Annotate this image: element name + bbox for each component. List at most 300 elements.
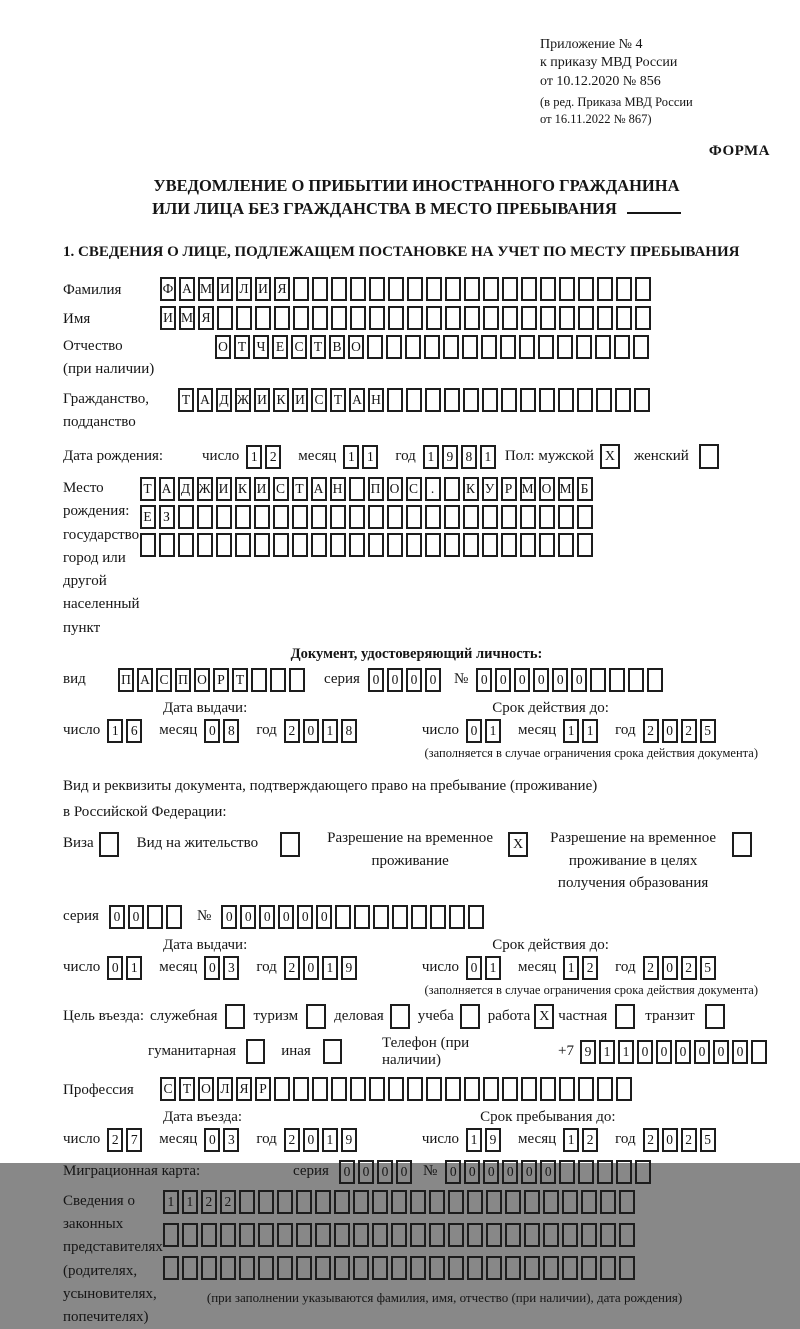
char-cell[interactable] [386, 335, 402, 359]
char-cell[interactable] [500, 335, 516, 359]
char-cell[interactable] [647, 668, 663, 692]
char-cell[interactable] [505, 1256, 521, 1280]
char-cell[interactable] [505, 1223, 521, 1247]
char-cell[interactable] [486, 1223, 502, 1247]
char-cell[interactable] [369, 306, 385, 330]
char-cell[interactable] [429, 1223, 445, 1247]
char-cell[interactable] [311, 505, 327, 529]
char-cell[interactable] [367, 335, 383, 359]
char-cell[interactable]: 0 [221, 905, 237, 929]
char-cell[interactable]: 1 [107, 719, 123, 743]
char-cell[interactable] [388, 1077, 404, 1101]
char-cell[interactable] [292, 505, 308, 529]
char-cell[interactable]: 0 [303, 956, 319, 980]
char-cell[interactable] [353, 1223, 369, 1247]
char-cell[interactable]: Я [198, 306, 214, 330]
purpose-tourism-checkbox[interactable] [306, 1004, 326, 1029]
char-cell[interactable]: С [311, 388, 327, 412]
char-cell[interactable] [581, 1223, 597, 1247]
char-cell[interactable] [315, 1223, 331, 1247]
char-cell[interactable] [482, 533, 498, 557]
char-cell[interactable]: 0 [339, 1160, 355, 1184]
char-cell[interactable] [372, 1256, 388, 1280]
char-cell[interactable] [350, 1077, 366, 1101]
char-cell[interactable] [481, 335, 497, 359]
char-cell[interactable] [147, 905, 163, 929]
char-cell[interactable]: 0 [377, 1160, 393, 1184]
char-cell[interactable]: Т [179, 1077, 195, 1101]
char-cell[interactable] [293, 1077, 309, 1101]
char-cell[interactable]: 1 [563, 1128, 579, 1152]
char-cell[interactable]: К [463, 477, 479, 501]
char-cell[interactable]: 0 [656, 1040, 672, 1064]
char-cell[interactable] [578, 1160, 594, 1184]
char-cell[interactable] [443, 335, 459, 359]
char-cell[interactable] [270, 668, 286, 692]
sex-male-checkbox[interactable]: X [600, 444, 620, 469]
char-cell[interactable] [520, 533, 536, 557]
char-cell[interactable]: 0 [495, 668, 511, 692]
char-cell[interactable] [463, 533, 479, 557]
char-cell[interactable]: З [159, 505, 175, 529]
char-cell[interactable] [524, 1256, 540, 1280]
char-cell[interactable] [312, 1077, 328, 1101]
char-cell[interactable]: 0 [406, 668, 422, 692]
char-cell[interactable] [410, 1190, 426, 1214]
char-cell[interactable]: 2 [681, 956, 697, 980]
char-cell[interactable]: Л [236, 277, 252, 301]
char-cell[interactable] [635, 1160, 651, 1184]
char-cell[interactable]: О [194, 668, 210, 692]
char-cell[interactable] [628, 668, 644, 692]
char-cell[interactable]: В [329, 335, 345, 359]
char-cell[interactable]: 2 [284, 1128, 300, 1152]
char-cell[interactable] [163, 1256, 179, 1280]
char-cell[interactable]: 0 [483, 1160, 499, 1184]
char-cell[interactable] [578, 1077, 594, 1101]
char-cell[interactable] [595, 335, 611, 359]
char-cell[interactable] [406, 505, 422, 529]
char-cell[interactable]: С [156, 668, 172, 692]
char-cell[interactable] [540, 306, 556, 330]
char-cell[interactable]: А [179, 277, 195, 301]
char-cell[interactable]: О [348, 335, 364, 359]
char-cell[interactable] [483, 306, 499, 330]
char-cell[interactable] [407, 1077, 423, 1101]
char-cell[interactable] [448, 1190, 464, 1214]
char-cell[interactable]: 0 [278, 905, 294, 929]
char-cell[interactable]: 0 [502, 1160, 518, 1184]
char-cell[interactable] [502, 277, 518, 301]
char-cell[interactable]: И [254, 388, 270, 412]
char-cell[interactable] [559, 306, 575, 330]
char-cell[interactable] [220, 1256, 236, 1280]
char-cell[interactable] [539, 505, 555, 529]
char-cell[interactable]: 1 [480, 445, 496, 469]
char-cell[interactable] [258, 1190, 274, 1214]
char-cell[interactable]: С [291, 335, 307, 359]
purpose-transit-checkbox[interactable] [705, 1004, 725, 1029]
char-cell[interactable]: 0 [662, 956, 678, 980]
char-cell[interactable]: Р [213, 668, 229, 692]
char-cell[interactable]: О [539, 477, 555, 501]
char-cell[interactable]: 2 [643, 1128, 659, 1152]
char-cell[interactable]: 2 [643, 956, 659, 980]
char-cell[interactable]: 0 [425, 668, 441, 692]
char-cell[interactable] [562, 1256, 578, 1280]
char-cell[interactable] [576, 335, 592, 359]
char-cell[interactable] [600, 1223, 616, 1247]
char-cell[interactable]: 9 [442, 445, 458, 469]
char-cell[interactable] [182, 1256, 198, 1280]
char-cell[interactable]: 0 [204, 719, 220, 743]
char-cell[interactable] [197, 533, 213, 557]
char-cell[interactable]: 0 [637, 1040, 653, 1064]
char-cell[interactable]: 9 [341, 956, 357, 980]
char-cell[interactable] [590, 668, 606, 692]
char-cell[interactable] [312, 277, 328, 301]
char-cell[interactable] [502, 306, 518, 330]
char-cell[interactable]: П [175, 668, 191, 692]
char-cell[interactable] [353, 1256, 369, 1280]
char-cell[interactable]: Е [140, 505, 156, 529]
char-cell[interactable]: 1 [322, 956, 338, 980]
char-cell[interactable] [178, 533, 194, 557]
char-cell[interactable] [558, 505, 574, 529]
char-cell[interactable]: Д [216, 388, 232, 412]
char-cell[interactable] [407, 277, 423, 301]
char-cell[interactable]: 0 [316, 905, 332, 929]
purpose-business-checkbox[interactable] [390, 1004, 410, 1029]
char-cell[interactable]: А [137, 668, 153, 692]
char-cell[interactable]: 5 [700, 1128, 716, 1152]
char-cell[interactable] [411, 905, 427, 929]
purpose-other-checkbox[interactable] [323, 1039, 342, 1064]
char-cell[interactable]: 7 [126, 1128, 142, 1152]
char-cell[interactable] [254, 533, 270, 557]
visa-checkbox[interactable] [99, 832, 119, 857]
char-cell[interactable]: 0 [466, 719, 482, 743]
char-cell[interactable]: Т [310, 335, 326, 359]
char-cell[interactable] [274, 306, 290, 330]
char-cell[interactable]: И [255, 277, 271, 301]
char-cell[interactable] [559, 277, 575, 301]
char-cell[interactable]: 8 [461, 445, 477, 469]
char-cell[interactable]: А [311, 477, 327, 501]
char-cell[interactable] [543, 1223, 559, 1247]
char-cell[interactable]: 5 [700, 956, 716, 980]
char-cell[interactable] [615, 388, 631, 412]
char-cell[interactable]: 8 [223, 719, 239, 743]
char-cell[interactable] [350, 277, 366, 301]
char-cell[interactable] [388, 306, 404, 330]
char-cell[interactable]: 0 [297, 905, 313, 929]
char-cell[interactable] [410, 1223, 426, 1247]
char-cell[interactable] [482, 505, 498, 529]
char-cell[interactable] [350, 306, 366, 330]
char-cell[interactable] [444, 533, 460, 557]
char-cell[interactable]: М [179, 306, 195, 330]
char-cell[interactable]: 0 [552, 668, 568, 692]
char-cell[interactable] [178, 505, 194, 529]
char-cell[interactable]: 0 [396, 1160, 412, 1184]
char-cell[interactable] [467, 1256, 483, 1280]
char-cell[interactable]: 8 [341, 719, 357, 743]
char-cell[interactable]: М [198, 277, 214, 301]
char-cell[interactable] [505, 1190, 521, 1214]
char-cell[interactable] [463, 505, 479, 529]
char-cell[interactable] [486, 1256, 502, 1280]
char-cell[interactable] [369, 277, 385, 301]
char-cell[interactable] [448, 1256, 464, 1280]
char-cell[interactable] [596, 388, 612, 412]
char-cell[interactable]: 1 [246, 445, 262, 469]
char-cell[interactable]: Т [140, 477, 156, 501]
char-cell[interactable] [354, 905, 370, 929]
char-cell[interactable]: И [292, 388, 308, 412]
char-cell[interactable]: 1 [563, 956, 579, 980]
char-cell[interactable]: 2 [582, 956, 598, 980]
char-cell[interactable]: Ч [253, 335, 269, 359]
char-cell[interactable]: 0 [476, 668, 492, 692]
char-cell[interactable]: 1 [466, 1128, 482, 1152]
char-cell[interactable]: Т [178, 388, 194, 412]
char-cell[interactable] [559, 1160, 575, 1184]
char-cell[interactable]: 0 [259, 905, 275, 929]
char-cell[interactable] [540, 277, 556, 301]
char-cell[interactable]: 1 [126, 956, 142, 980]
purpose-humanitarian-checkbox[interactable] [246, 1039, 265, 1064]
char-cell[interactable]: 2 [681, 719, 697, 743]
char-cell[interactable] [349, 505, 365, 529]
char-cell[interactable] [468, 905, 484, 929]
char-cell[interactable]: 0 [675, 1040, 691, 1064]
char-cell[interactable]: И [216, 477, 232, 501]
char-cell[interactable] [166, 905, 182, 929]
char-cell[interactable] [538, 335, 554, 359]
char-cell[interactable] [236, 306, 252, 330]
char-cell[interactable] [391, 1256, 407, 1280]
char-cell[interactable]: 1 [322, 719, 338, 743]
char-cell[interactable] [239, 1190, 255, 1214]
char-cell[interactable]: 0 [694, 1040, 710, 1064]
char-cell[interactable] [557, 335, 573, 359]
char-cell[interactable] [578, 277, 594, 301]
char-cell[interactable]: Т [292, 477, 308, 501]
char-cell[interactable] [315, 1256, 331, 1280]
purpose-official-checkbox[interactable] [225, 1004, 245, 1029]
char-cell[interactable] [372, 1223, 388, 1247]
char-cell[interactable] [444, 388, 460, 412]
char-cell[interactable] [483, 1077, 499, 1101]
char-cell[interactable] [425, 505, 441, 529]
char-cell[interactable] [482, 388, 498, 412]
char-cell[interactable] [312, 306, 328, 330]
char-cell[interactable]: 1 [618, 1040, 634, 1064]
char-cell[interactable] [387, 505, 403, 529]
char-cell[interactable] [334, 1190, 350, 1214]
char-cell[interactable] [391, 1223, 407, 1247]
char-cell[interactable] [597, 1077, 613, 1101]
char-cell[interactable]: 0 [662, 1128, 678, 1152]
char-cell[interactable] [315, 1190, 331, 1214]
char-cell[interactable] [429, 1190, 445, 1214]
char-cell[interactable] [387, 388, 403, 412]
char-cell[interactable]: 1 [343, 445, 359, 469]
char-cell[interactable] [543, 1256, 559, 1280]
char-cell[interactable] [577, 388, 593, 412]
char-cell[interactable] [405, 335, 421, 359]
char-cell[interactable]: 2 [284, 719, 300, 743]
char-cell[interactable]: Т [232, 668, 248, 692]
char-cell[interactable] [543, 1190, 559, 1214]
char-cell[interactable] [467, 1223, 483, 1247]
char-cell[interactable] [296, 1256, 312, 1280]
char-cell[interactable]: Я [274, 277, 290, 301]
char-cell[interactable]: Ж [235, 388, 251, 412]
char-cell[interactable] [424, 335, 440, 359]
char-cell[interactable] [331, 306, 347, 330]
char-cell[interactable]: 0 [732, 1040, 748, 1064]
char-cell[interactable] [372, 1190, 388, 1214]
char-cell[interactable] [524, 1190, 540, 1214]
char-cell[interactable] [293, 306, 309, 330]
char-cell[interactable]: К [273, 388, 289, 412]
char-cell[interactable]: 9 [580, 1040, 596, 1064]
char-cell[interactable]: Р [501, 477, 517, 501]
char-cell[interactable] [426, 306, 442, 330]
char-cell[interactable] [277, 1190, 293, 1214]
char-cell[interactable] [368, 533, 384, 557]
char-cell[interactable] [449, 905, 465, 929]
char-cell[interactable] [182, 1223, 198, 1247]
char-cell[interactable] [335, 905, 351, 929]
char-cell[interactable] [600, 1256, 616, 1280]
char-cell[interactable]: Ж [197, 477, 213, 501]
char-cell[interactable] [293, 277, 309, 301]
char-cell[interactable]: 2 [201, 1190, 217, 1214]
char-cell[interactable]: 2 [107, 1128, 123, 1152]
char-cell[interactable] [426, 277, 442, 301]
char-cell[interactable] [463, 388, 479, 412]
char-cell[interactable] [635, 277, 651, 301]
char-cell[interactable]: 0 [387, 668, 403, 692]
char-cell[interactable]: У [482, 477, 498, 501]
char-cell[interactable]: 0 [303, 1128, 319, 1152]
char-cell[interactable]: 1 [322, 1128, 338, 1152]
char-cell[interactable]: 2 [582, 1128, 598, 1152]
char-cell[interactable]: 1 [599, 1040, 615, 1064]
char-cell[interactable] [430, 905, 446, 929]
char-cell[interactable]: 0 [445, 1160, 461, 1184]
char-cell[interactable]: 1 [182, 1190, 198, 1214]
char-cell[interactable]: А [349, 388, 365, 412]
char-cell[interactable] [373, 905, 389, 929]
char-cell[interactable] [255, 306, 271, 330]
char-cell[interactable]: П [368, 477, 384, 501]
char-cell[interactable] [616, 277, 632, 301]
char-cell[interactable]: Н [330, 477, 346, 501]
char-cell[interactable] [331, 277, 347, 301]
char-cell[interactable]: 2 [220, 1190, 236, 1214]
char-cell[interactable] [464, 1077, 480, 1101]
char-cell[interactable] [406, 388, 422, 412]
char-cell[interactable] [445, 1077, 461, 1101]
char-cell[interactable] [273, 533, 289, 557]
char-cell[interactable] [197, 505, 213, 529]
char-cell[interactable] [331, 1077, 347, 1101]
char-cell[interactable]: 1 [563, 719, 579, 743]
char-cell[interactable]: К [235, 477, 251, 501]
char-cell[interactable]: М [520, 477, 536, 501]
char-cell[interactable]: 3 [223, 956, 239, 980]
char-cell[interactable] [581, 1190, 597, 1214]
char-cell[interactable] [520, 505, 536, 529]
char-cell[interactable] [292, 533, 308, 557]
char-cell[interactable] [330, 505, 346, 529]
char-cell[interactable]: 9 [341, 1128, 357, 1152]
char-cell[interactable] [349, 533, 365, 557]
char-cell[interactable] [616, 1160, 632, 1184]
char-cell[interactable]: 0 [713, 1040, 729, 1064]
char-cell[interactable] [524, 1223, 540, 1247]
char-cell[interactable] [445, 277, 461, 301]
char-cell[interactable]: 0 [571, 668, 587, 692]
char-cell[interactable] [619, 1223, 635, 1247]
char-cell[interactable]: 0 [464, 1160, 480, 1184]
char-cell[interactable] [619, 1256, 635, 1280]
char-cell[interactable] [577, 533, 593, 557]
char-cell[interactable] [369, 1077, 385, 1101]
char-cell[interactable] [445, 306, 461, 330]
char-cell[interactable] [201, 1256, 217, 1280]
char-cell[interactable] [597, 277, 613, 301]
char-cell[interactable] [277, 1223, 293, 1247]
char-cell[interactable]: Т [330, 388, 346, 412]
char-cell[interactable] [540, 1077, 556, 1101]
char-cell[interactable] [216, 533, 232, 557]
char-cell[interactable]: 0 [107, 956, 123, 980]
char-cell[interactable] [635, 306, 651, 330]
char-cell[interactable]: 0 [109, 905, 125, 929]
char-cell[interactable]: Л [217, 1077, 233, 1101]
char-cell[interactable] [296, 1190, 312, 1214]
char-cell[interactable]: 6 [126, 719, 142, 743]
char-cell[interactable]: Ф [160, 277, 176, 301]
char-cell[interactable]: 0 [303, 719, 319, 743]
char-cell[interactable]: И [217, 277, 233, 301]
purpose-private-checkbox[interactable] [615, 1004, 635, 1029]
char-cell[interactable]: А [197, 388, 213, 412]
char-cell[interactable]: 1 [582, 719, 598, 743]
char-cell[interactable] [258, 1223, 274, 1247]
char-cell[interactable]: 0 [514, 668, 530, 692]
char-cell[interactable] [239, 1256, 255, 1280]
char-cell[interactable] [616, 1077, 632, 1101]
char-cell[interactable] [562, 1223, 578, 1247]
char-cell[interactable] [410, 1256, 426, 1280]
char-cell[interactable]: С [406, 477, 422, 501]
char-cell[interactable] [619, 1190, 635, 1214]
char-cell[interactable] [577, 505, 593, 529]
char-cell[interactable]: Н [368, 388, 384, 412]
char-cell[interactable]: 3 [223, 1128, 239, 1152]
char-cell[interactable] [559, 1077, 575, 1101]
char-cell[interactable] [277, 1256, 293, 1280]
char-cell[interactable] [501, 388, 517, 412]
char-cell[interactable]: 2 [681, 1128, 697, 1152]
char-cell[interactable]: О [198, 1077, 214, 1101]
